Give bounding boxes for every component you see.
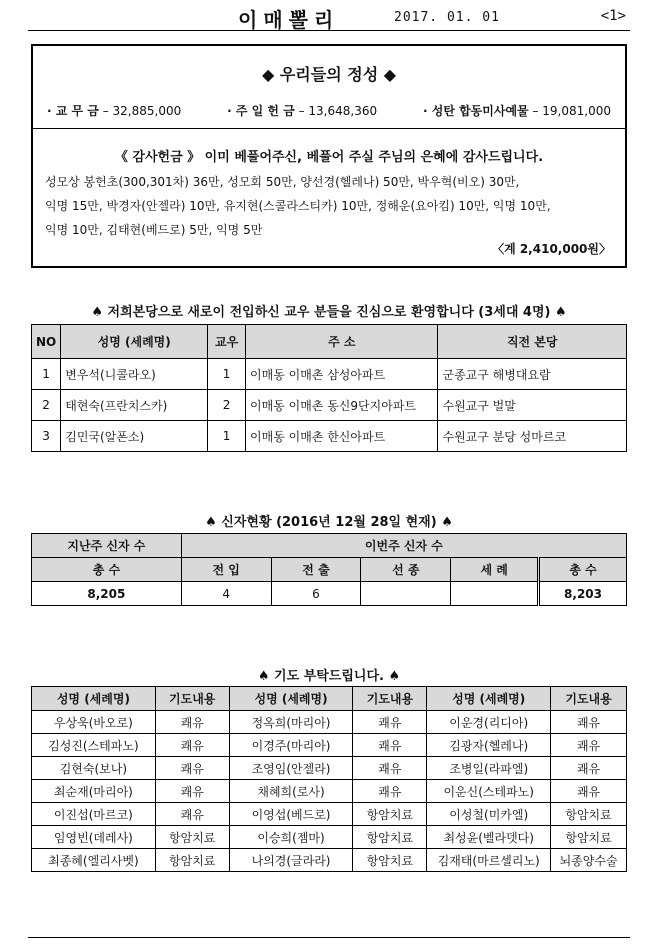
- col-address: 주 소: [246, 325, 438, 359]
- table-header-row: [32, 325, 627, 359]
- sub-baptism: 세 례: [451, 558, 539, 582]
- cell-name: 이영섭(베드로): [229, 803, 353, 826]
- cell-prev-parish: 수원교구 분당 성마르코: [438, 421, 627, 452]
- cell-name: 채혜희(로사): [229, 780, 353, 803]
- cell-name: 김광자(헬레나): [427, 734, 551, 757]
- table-row: [32, 826, 627, 849]
- col-name: 성명 (세례명): [427, 687, 551, 711]
- believers-table: [31, 533, 627, 606]
- cell-name: 김현숙(보나): [32, 757, 156, 780]
- col-name: 성명 (세례명): [229, 687, 353, 711]
- col-members: 교우: [208, 325, 246, 359]
- cell-name: 우상욱(바오로): [32, 711, 156, 734]
- cell-prayer: 항암치료: [551, 803, 627, 826]
- footer-divider: [28, 937, 630, 938]
- newcomers-table: [31, 324, 627, 452]
- cell-prayer: 쾌유: [551, 711, 627, 734]
- col-prayer: 기도내용: [353, 687, 427, 711]
- thanks-list: [45, 170, 613, 242]
- cell-prayer: 쾌유: [155, 803, 229, 826]
- table-row: [32, 780, 627, 803]
- cell-no: 2: [32, 390, 61, 421]
- cell-name: 김재태(마르셀리노): [427, 849, 551, 872]
- cell-prayer: 쾌유: [155, 734, 229, 757]
- table-row: [32, 734, 627, 757]
- sub-total-last: 총 수: [32, 558, 182, 582]
- cell-name: 변우석(니콜라오): [61, 359, 208, 390]
- offering-item-sunday: · 주 일 헌 금 – 13,648,360: [227, 104, 378, 118]
- cell-no: 1: [32, 359, 61, 390]
- col-prayer: 기도내용: [155, 687, 229, 711]
- col-prayer: 기도내용: [551, 687, 627, 711]
- cell-prayer: 쾌유: [353, 757, 427, 780]
- cell-prayer: 항암치료: [353, 803, 427, 826]
- offering-title: ◆ 우리들의 정성 ◆: [261, 65, 397, 84]
- cell-name: 최종혜(엘리사벳): [32, 849, 156, 872]
- cell-name: 태현숙(프란치스카): [61, 390, 208, 421]
- offering-summary: [33, 46, 625, 128]
- table-row: [32, 359, 627, 390]
- cell-prayer: 항암치료: [353, 826, 427, 849]
- cell-prayer: 쾌유: [353, 780, 427, 803]
- cell-prayer: 항암치료: [155, 826, 229, 849]
- cell-name: 이진섭(마르코): [32, 803, 156, 826]
- col-prev-parish: 직전 본당: [438, 325, 627, 359]
- col-name: 성명 (세례명): [32, 687, 156, 711]
- last-week-header: 지난주 신자 수: [32, 534, 182, 558]
- cell-prev-parish: 군종교구 해병대요람: [438, 359, 627, 390]
- bulletin-date: 2017. 01. 01: [394, 10, 500, 25]
- cell-name: 이승희(젬마): [229, 826, 353, 849]
- col-name: 성명 (세례명): [61, 325, 208, 359]
- page-header: [28, 4, 630, 30]
- offering-item-tithe: · 교 무 금 – 32,885,000: [47, 104, 182, 118]
- thanks-title: 《 감사헌금 》 이미 베풀어주신, 베풀어 주실 주님의 은혜에 감사드립니다.: [114, 150, 544, 165]
- val-total-last: 8,205: [32, 582, 182, 606]
- thanks-line: 익명 15만, 박경자(안젤라) 10만, 유지현(스콜라스티카) 10만, 정해운(요아킴) 10만, 익명 10만,: [45, 199, 551, 213]
- cell-name: 임영빈(데레사): [32, 826, 156, 849]
- header-divider: [28, 30, 630, 31]
- sub-deceased: 선 종: [361, 558, 451, 582]
- cell-prayer: 쾌유: [551, 780, 627, 803]
- cell-name: 김민국(알폰소): [61, 421, 208, 452]
- bulletin-title: 이매뽈리: [238, 8, 340, 32]
- cell-prayer: 쾌유: [551, 734, 627, 757]
- val-deceased: [361, 582, 451, 606]
- cell-members: 1: [208, 359, 246, 390]
- cell-prayer: 항암치료: [155, 849, 229, 872]
- table-row: [32, 390, 627, 421]
- table-row: [32, 757, 627, 780]
- cell-members: 1: [208, 421, 246, 452]
- val-total-this: 8,203: [539, 582, 627, 606]
- sub-transfer-in: 전 입: [181, 558, 271, 582]
- offering-box: [31, 44, 627, 268]
- table-row: [32, 849, 627, 872]
- offering-item-christmas: · 성탄 합동미사예물 – 19,081,000: [422, 104, 611, 118]
- offering-divider: [33, 128, 625, 129]
- cell-name: 이운신(스테파노): [427, 780, 551, 803]
- table-row: [32, 803, 627, 826]
- page-number: <1>: [600, 8, 626, 24]
- cell-address: 이매동 이매촌 삼성아파트: [246, 359, 438, 390]
- cell-name: 김성진(스테파노): [32, 734, 156, 757]
- cell-address: 이매동 이매촌 한신아파트: [246, 421, 438, 452]
- cell-members: 2: [208, 390, 246, 421]
- thanks-line: 성모상 봉헌초(300,301차) 36만, 성모회 50만, 양선경(헬레나) 50만, 박우혁(비오) 30만,: [45, 175, 520, 189]
- thanks-line: 익명 10만, 김태현(베드로) 5만, 익명 5만: [45, 223, 263, 237]
- cell-prayer: 쾌유: [551, 757, 627, 780]
- val-transfer-out: 6: [271, 582, 361, 606]
- cell-no: 3: [32, 421, 61, 452]
- cell-address: 이매동 이매촌 동신9단지아파트: [246, 390, 438, 421]
- cell-name: 조영임(안젤라): [229, 757, 353, 780]
- table-row: [32, 582, 627, 606]
- sub-total-this: 총 수: [539, 558, 627, 582]
- cell-prev-parish: 수원교구 벌말: [438, 390, 627, 421]
- cell-name: 최성윤(벨라뎃다): [427, 826, 551, 849]
- sub-transfer-out: 전 출: [271, 558, 361, 582]
- cell-prayer: 뇌종양수술: [551, 849, 627, 872]
- prayer-caption: ♠ 기도 부탁드립니다. ♠: [257, 669, 401, 684]
- val-baptism: [451, 582, 539, 606]
- val-transfer-in: 4: [181, 582, 271, 606]
- table-row: [32, 711, 627, 734]
- cell-prayer: 쾌유: [155, 757, 229, 780]
- cell-name: 최순재(마리아): [32, 780, 156, 803]
- cell-name: 이운경(리디아): [427, 711, 551, 734]
- prayer-table: [31, 686, 627, 872]
- cell-name: 이경주(마리아): [229, 734, 353, 757]
- cell-name: 정옥희(마리아): [229, 711, 353, 734]
- newcomers-caption: ♠ 저희본당으로 새로이 전입하신 교우 분들을 진심으로 환영합니다 (3세대 4명) ♠: [91, 305, 567, 320]
- table-header-row: [32, 687, 627, 711]
- this-week-header: 이번주 신자 수: [181, 534, 626, 558]
- thanks-total: 〈계 2,410,000원〉: [492, 242, 611, 256]
- cell-prayer: 항암치료: [551, 826, 627, 849]
- cell-prayer: 쾌유: [155, 711, 229, 734]
- cell-prayer: 쾌유: [353, 711, 427, 734]
- cell-prayer: 항암치료: [353, 849, 427, 872]
- cell-name: 조병일(라파엘): [427, 757, 551, 780]
- cell-prayer: 쾌유: [353, 734, 427, 757]
- believers-caption: ♠ 신자현황 (2016년 12월 28일 현재) ♠: [205, 515, 453, 530]
- table-subheader-row: [32, 558, 627, 582]
- cell-name: 이성철(미카엘): [427, 803, 551, 826]
- offering-sum-row: [47, 102, 611, 119]
- cell-prayer: 쾌유: [155, 780, 229, 803]
- table-header-row: [32, 534, 627, 558]
- table-row: [32, 421, 627, 452]
- cell-name: 나의경(글라라): [229, 849, 353, 872]
- col-no: NO: [32, 325, 61, 359]
